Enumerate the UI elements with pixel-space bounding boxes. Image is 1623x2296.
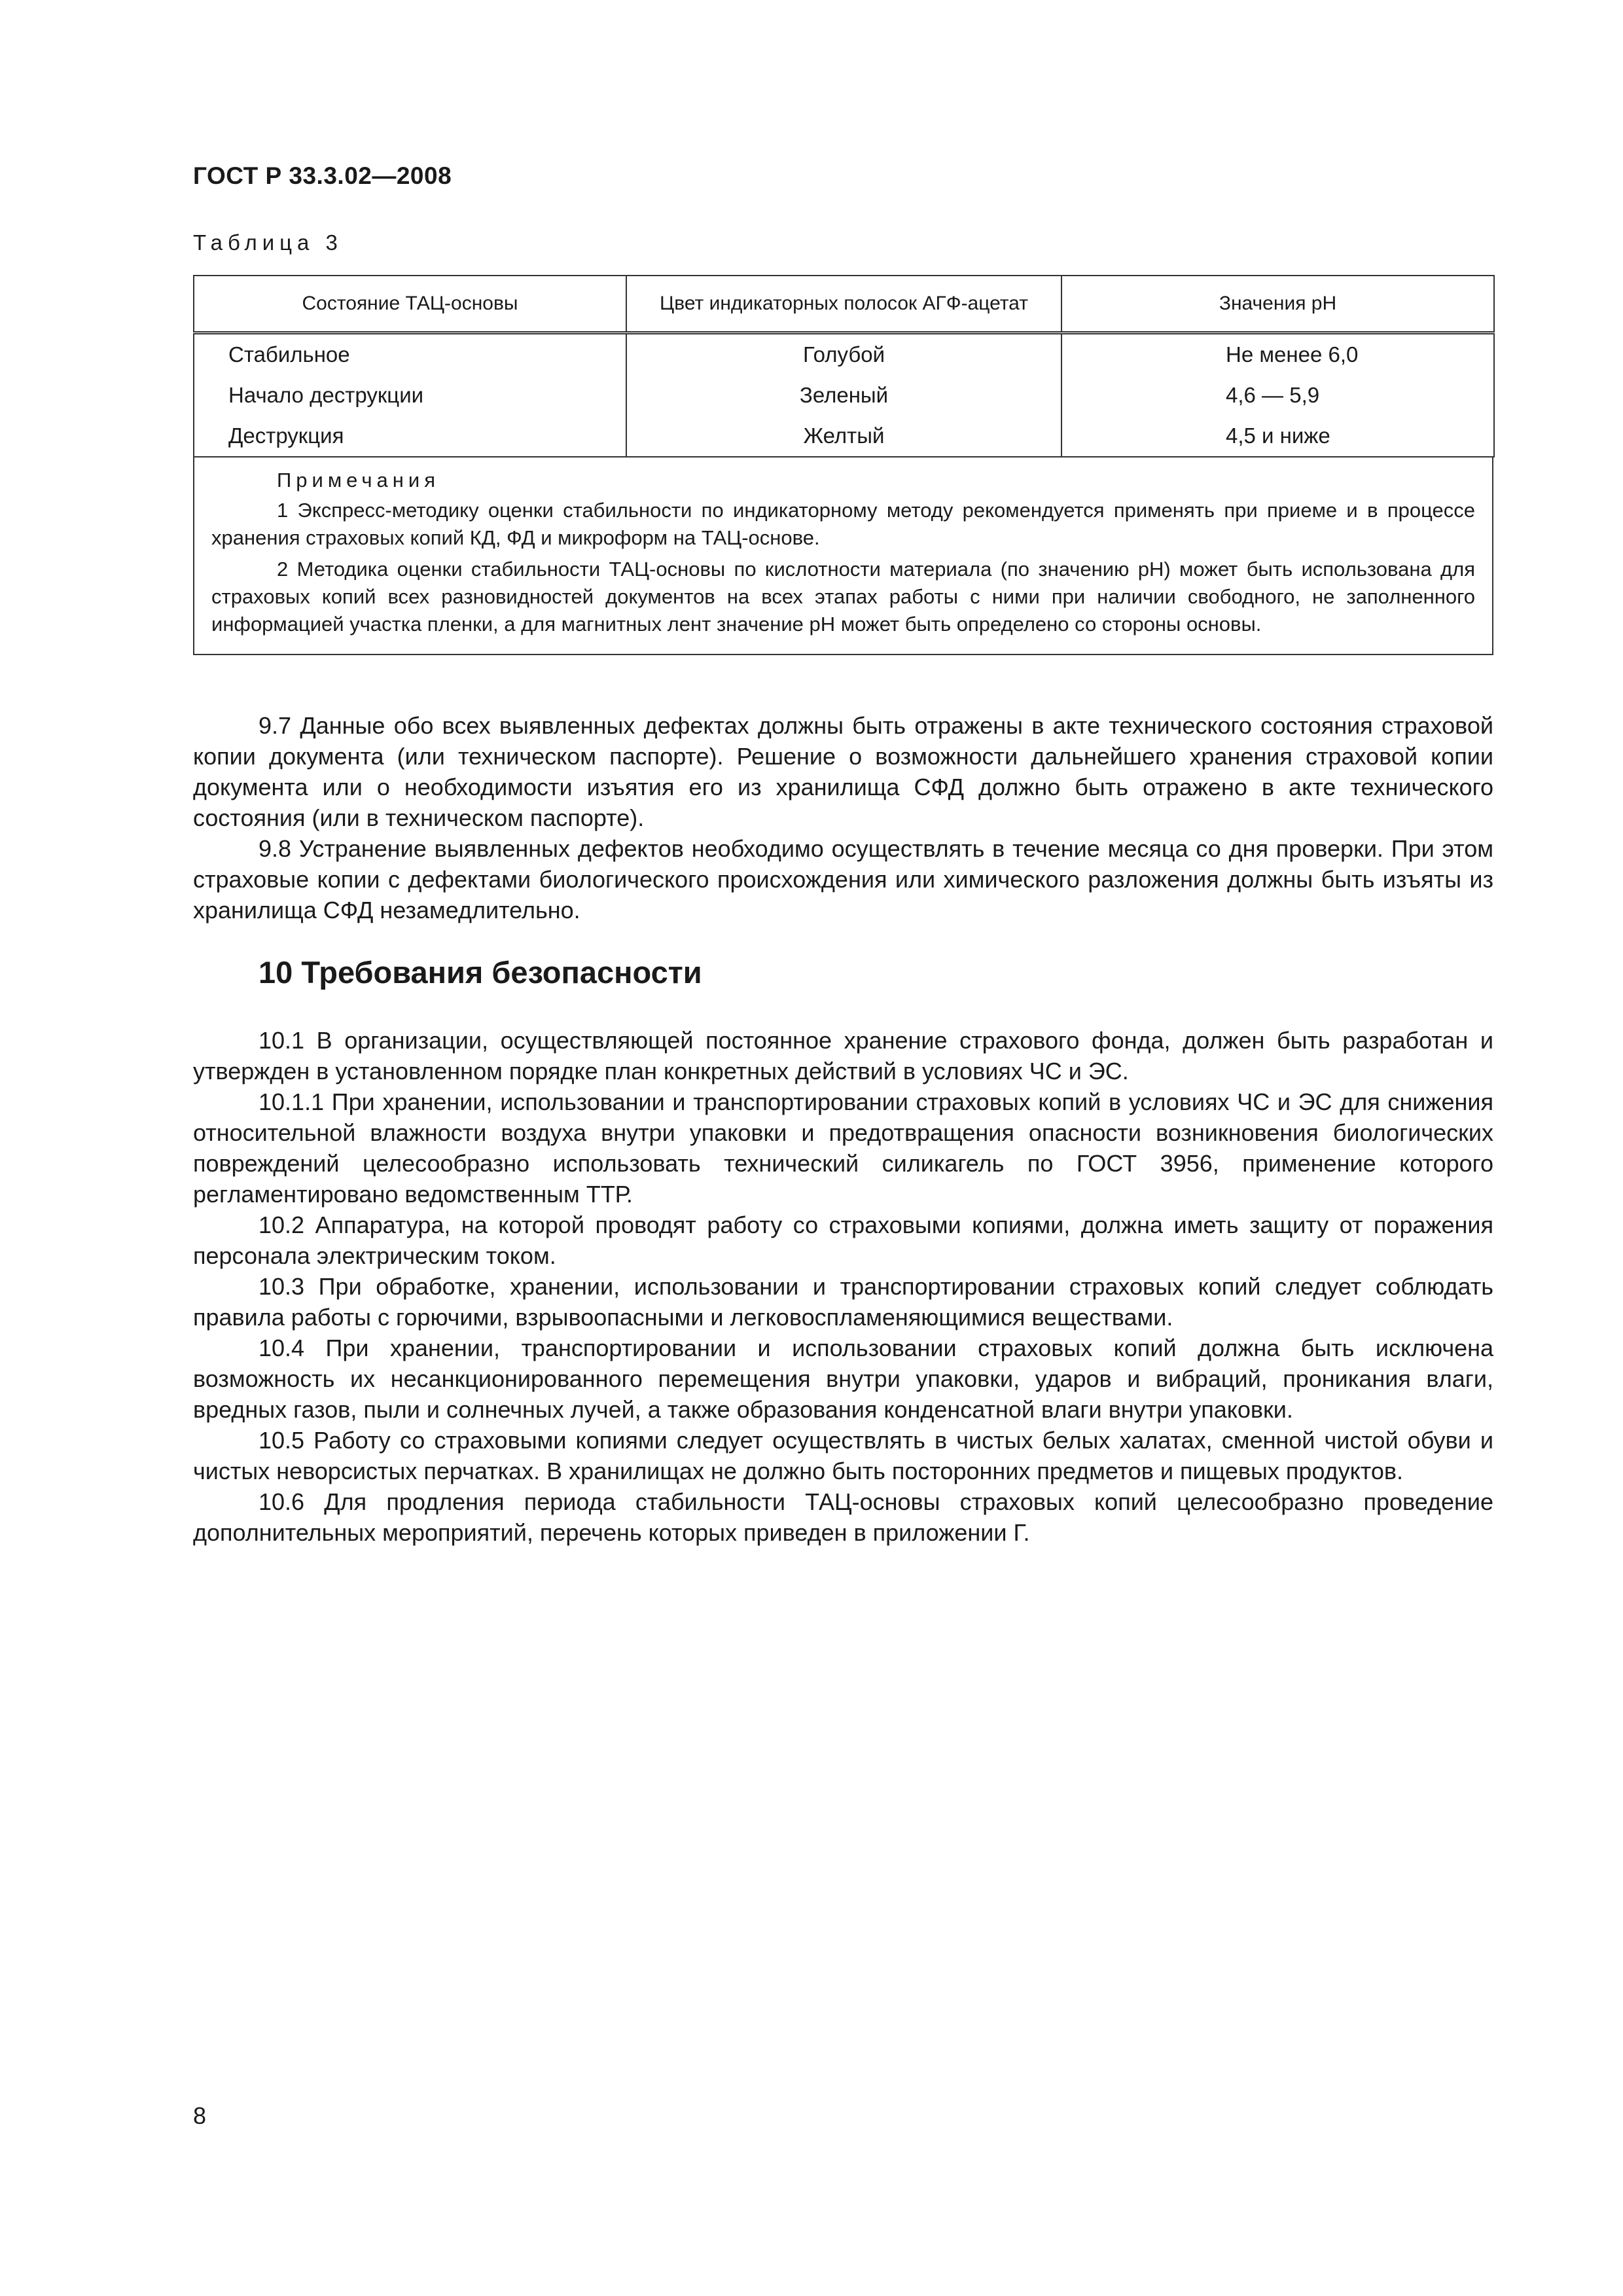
section-title: 10 Требования безопасности	[259, 955, 702, 990]
paragraph-10-1-1: 10.1.1 При хранении, использовании и транспортировании страховых копий в условиях ЧС и ЭС для снижения относительной влажности воздуха внутри упаковки и предотвращения опасности возникновения биологических повреждений целесообразно использовать технический силикагель по ГОСТ 3956, применение которого регламентировано ведомственным ТТР.	[193, 1088, 1493, 1208]
note-item: 2 Методика оценки стабильности ТАЦ-основы по кислотности материала (по значению pH) может быть использована для страховых копий всех разновидностей документов на всех этапах работы с ними при наличии свободного, не заполненного информацией участка пленки, а для магнитных лент значение pH может быть определено со стороны основы.	[211, 558, 1475, 636]
cell-color: Желтый	[626, 416, 1061, 457]
cell-ph: Не менее 6,0	[1061, 333, 1494, 376]
cell-state: Стабильное	[194, 333, 626, 376]
cell-color: Зеленый	[626, 375, 1061, 416]
table-header-row	[194, 276, 1494, 333]
page-number: 8	[193, 2102, 207, 2129]
paragraph-9-8: 9.8 Устранение выявленных дефектов необходимо осуществлять в течение месяца со дня проверки. При этом страховые копии с дефектами биологического происхождения или химического разложения должны быть изъяты из хранилища СФД незамедлительно.	[193, 835, 1493, 924]
cell-color: Голубой	[626, 333, 1061, 376]
notes-title: Примечания	[277, 469, 440, 492]
cell-state: Начало деструкции	[194, 375, 626, 416]
cell-ph: 4,5 и ниже	[1061, 416, 1494, 457]
document-body	[193, 710, 1493, 1548]
column-header-state: Состояние ТАЦ-основы	[194, 276, 626, 333]
paragraph-10-5: 10.5 Работу со страховыми копиями следует осуществлять в чистых белых халатах, сменной чистой обуви и чистых неворсистых перчатках. В хранилищах не должно быть посторонних предметов и пищевых продуктов.	[193, 1427, 1493, 1484]
note-item: 1 Экспресс-методику оценки стабильности по индикаторному методу рекомендуется применять при приеме и в процессе хранения страховых копий КД, ФД и микроформ на ТАЦ-основе.	[211, 499, 1475, 549]
table-row	[194, 416, 1494, 457]
table-notes	[193, 457, 1493, 655]
ph-stability-table	[193, 275, 1495, 457]
paragraph-10-1: 10.1 В организации, осуществляющей постоянное хранение страхового фонда, должен быть разработан и утвержден в установленном порядке план конкретных действий в условиях ЧС и ЭС.	[193, 1027, 1493, 1085]
table-caption: Таблица 3	[193, 230, 343, 255]
document-code: ГОСТ Р 33.3.02—2008	[193, 162, 452, 189]
paragraph-9-7: 9.7 Данные обо всех выявленных дефектах должны быть отражены в акте технического состояния страховой копии документа (или техническом паспорте). Решение о возможности дальнейшего хранения страховой копии документа или о необходимости изъятия его из хранилища СФД должно быть отражено в акте технического состояния (или в техническом паспорте).	[193, 712, 1493, 831]
column-header-color: Цвет индикаторных полосок АГФ-ацетат	[626, 276, 1061, 333]
cell-state: Деструкция	[194, 416, 626, 457]
table-row	[194, 333, 1494, 376]
paragraph-10-6: 10.6 Для продления периода стабильности ТАЦ-основы страховых копий целесообразно проведение дополнительных мероприятий, перечень которых приведен в приложении Г.	[193, 1488, 1493, 1546]
paragraph-10-4: 10.4 При хранении, транспортировании и использовании страховых копий должна быть исключена возможность их несанкционированного перемещения внутри упаковки, ударов и вибраций, проникания влаги, вредных газов, пыли и солнечных лучей, а также образования конденсатной влаги внутри упаковки.	[193, 1335, 1493, 1423]
paragraph-10-2: 10.2 Аппаратура, на которой проводят работу со страховыми копиями, должна иметь защиту от поражения персонала электрическим током.	[193, 1211, 1493, 1269]
column-header-ph: Значения pH	[1061, 276, 1494, 333]
table-row	[194, 375, 1494, 416]
cell-ph: 4,6 — 5,9	[1061, 375, 1494, 416]
table-3	[193, 275, 1493, 655]
paragraph-10-3: 10.3 При обработке, хранении, использовании и транспортировании страховых копий следует соблюдать правила работы с горючими, взрывоопасными и легковоспламеняющимися веществами.	[193, 1273, 1493, 1331]
